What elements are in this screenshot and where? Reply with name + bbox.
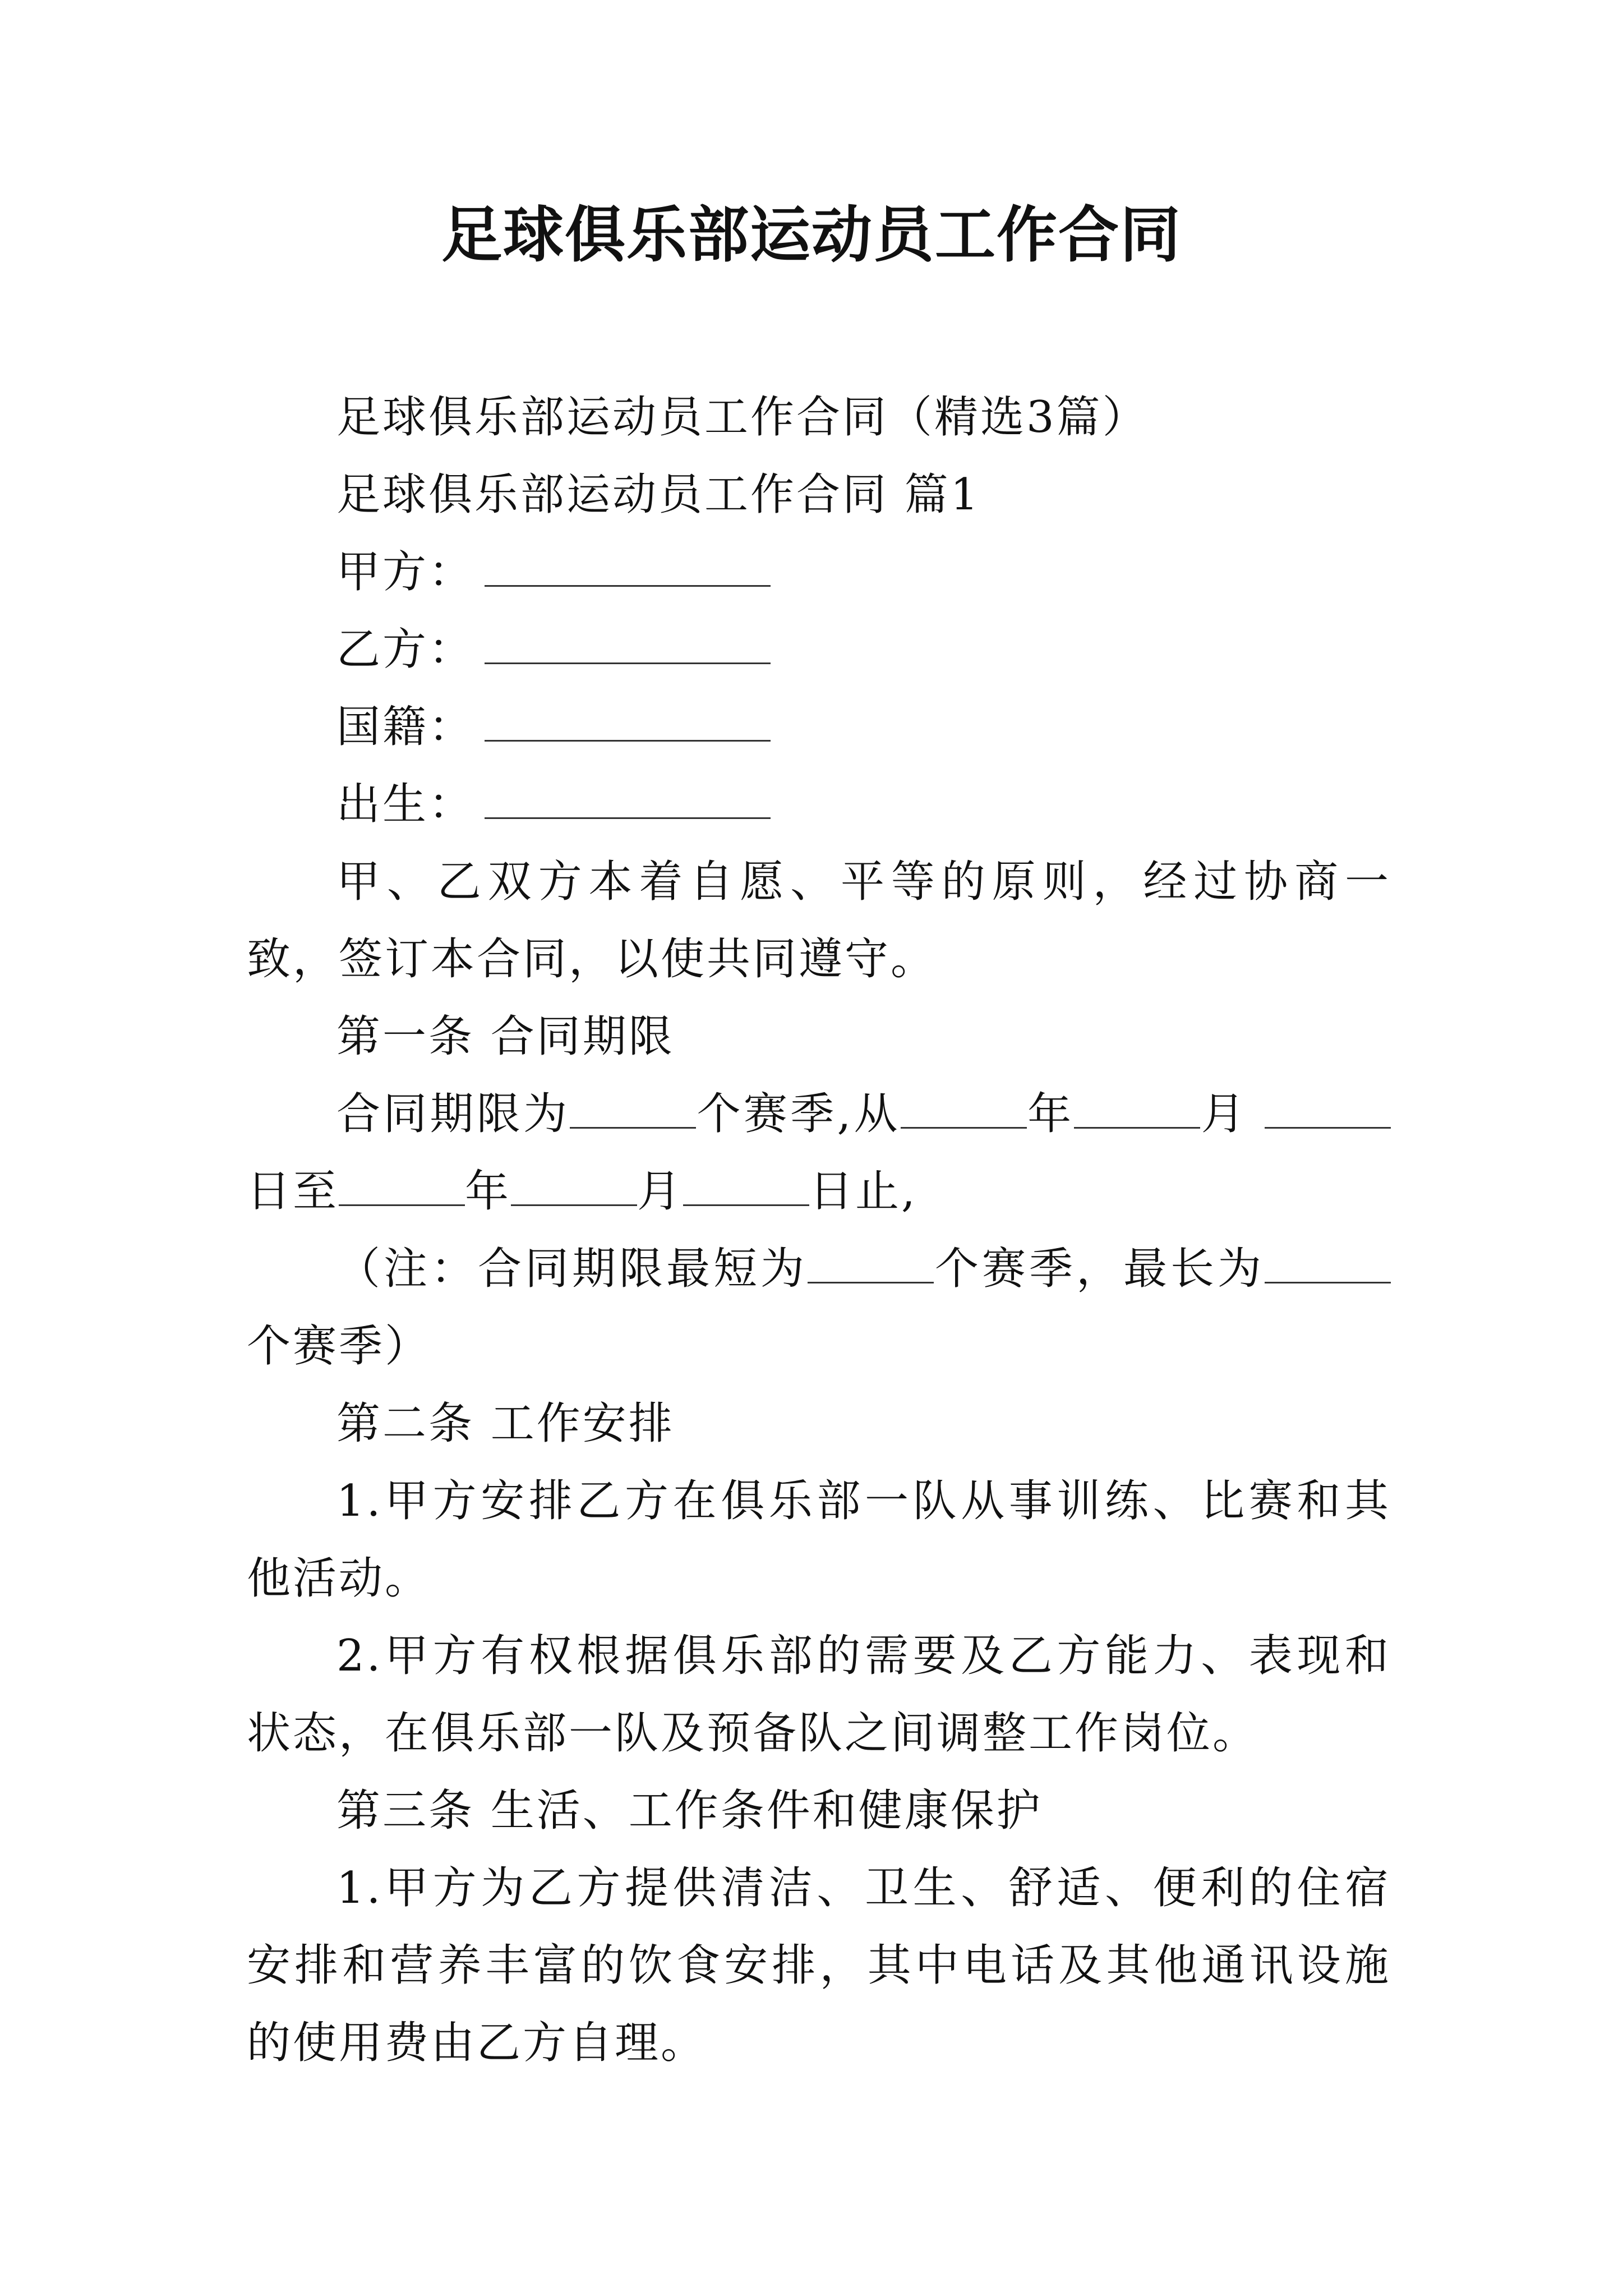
fill-blank bbox=[683, 1167, 809, 1206]
fill-blank bbox=[511, 1167, 637, 1206]
field-label: 甲方： bbox=[336, 547, 475, 597]
term-day-to: 日至 bbox=[247, 1166, 339, 1217]
term-year2: 年 bbox=[465, 1166, 511, 1217]
fill-blank bbox=[485, 625, 771, 664]
fill-blank bbox=[339, 1167, 465, 1206]
intro-paragraph: 甲、乙双方本着自愿、平等的原则，经过协商一致，签订本合同，以使共同遵守。 bbox=[247, 857, 1391, 984]
fill-blank bbox=[1265, 1090, 1391, 1129]
field-nationality bbox=[247, 688, 1391, 766]
fill-blank bbox=[901, 1090, 1027, 1129]
field-party-b bbox=[247, 611, 1391, 688]
note-mid: 个赛季，最长为 bbox=[933, 1244, 1265, 1294]
fill-blank bbox=[485, 780, 771, 819]
fill-blank bbox=[485, 548, 771, 587]
term-seasons: 个赛季,从 bbox=[696, 1089, 901, 1139]
field-label: 出生： bbox=[336, 779, 475, 830]
article1-heading: 第一条 合同期限 bbox=[336, 1011, 675, 1062]
term-month2: 月 bbox=[637, 1166, 684, 1217]
article2-heading: 第二条 工作安排 bbox=[336, 1398, 675, 1449]
term-day-end: 日止, bbox=[809, 1166, 917, 1217]
field-birth bbox=[247, 766, 1391, 843]
note-prefix: （注：合同期限最短为 bbox=[336, 1244, 808, 1294]
term-month: 月 bbox=[1200, 1089, 1248, 1139]
fill-blank bbox=[808, 1245, 934, 1283]
term-year: 年 bbox=[1026, 1089, 1075, 1139]
subtitle: 足球俱乐部运动员工作合同（精选3篇） bbox=[336, 392, 1149, 443]
note-suffix: 个赛季） bbox=[247, 1321, 431, 1372]
field-party-a bbox=[247, 533, 1391, 611]
fill-blank bbox=[1265, 1245, 1391, 1283]
field-label: 乙方： bbox=[336, 624, 475, 675]
field-label: 国籍： bbox=[336, 702, 475, 752]
article3-heading: 第三条 生活、工作条件和健康保护 bbox=[336, 1786, 1043, 1836]
document-title: 足球俱乐部运动员工作合同 bbox=[441, 200, 1182, 270]
fill-blank bbox=[485, 703, 771, 742]
fill-blank bbox=[1074, 1090, 1200, 1129]
fill-blank bbox=[570, 1090, 696, 1129]
document-body bbox=[247, 379, 1391, 2082]
article1-term bbox=[247, 1075, 1391, 1230]
article3-item1: 1.甲方为乙方提供清洁、卫生、舒适、便利的住宿安排和营养丰富的饮食安排，其中电话及其他通讯设施的使用费由乙方自理。 bbox=[247, 1863, 1391, 2068]
article2-item2: 2.甲方有权根据俱乐部的需要及乙方能力、表现和状态，在俱乐部一队及预备队之间调整工作岗位。 bbox=[247, 1631, 1391, 1759]
section-heading: 足球俱乐部运动员工作合同 篇1 bbox=[336, 470, 981, 520]
article2-item1: 1.甲方安排乙方在俱乐部一队从事训练、比赛和其他活动。 bbox=[247, 1476, 1391, 1604]
article1-note bbox=[247, 1230, 1391, 1385]
term-prefix: 合同期限为 bbox=[336, 1089, 570, 1139]
